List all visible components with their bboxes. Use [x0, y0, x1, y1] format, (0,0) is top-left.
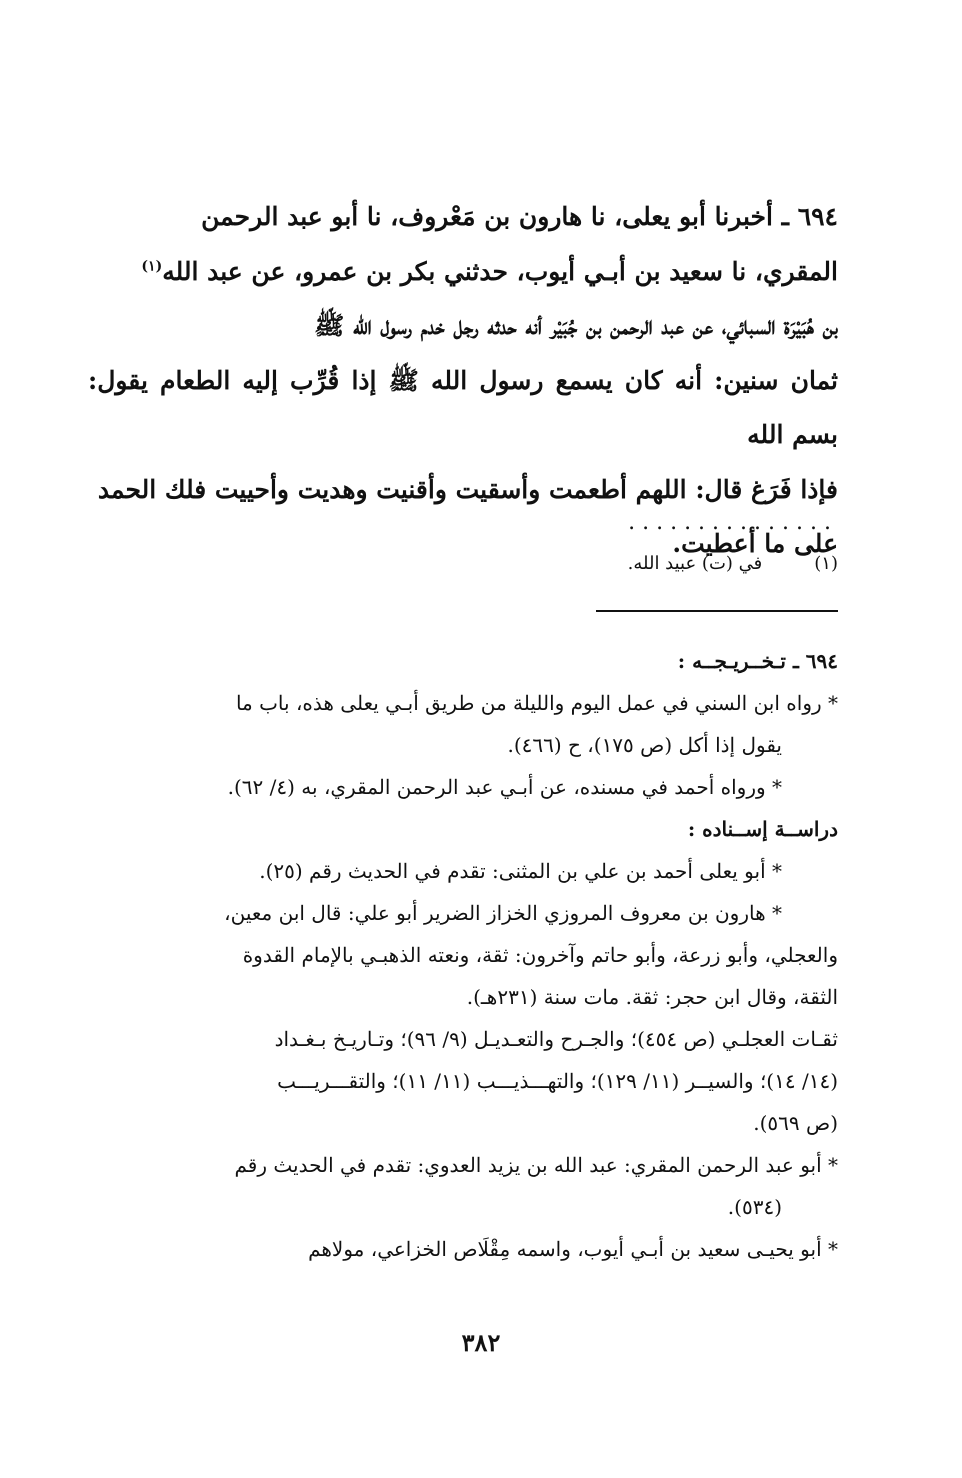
narrator-para-2-line-2: والعجلي، وأبو زرعة، وأبو حاتم وآخرون: ثقة، ونعته الذهبـي بالإمام القدوة [242, 943, 838, 967]
narrator-para-4: * أبو يحيـى سعيد بن أبـي أيوب، واسمه مِقْلَاص الخزاعي، مولاهم [308, 1237, 838, 1261]
hadith-line-1: ٦٩٤ ـ أخبرنا أبو يعلى، نا هارون بن مَعْروف، نا أبو عبد الرحمن [201, 202, 838, 231]
footnote-dots-divider: ............... [628, 510, 838, 535]
hadith-line-3: بن هُبَيْرَة السبائي، عن عبد الرحمن بن جُبَيْر أنه حدثه رجل خدم رسول الله ﷺ [314, 311, 838, 340]
sources-line-3: (ص ٥٦٩). [753, 1111, 838, 1135]
takhrij-para-2: * ورواه أحمد في مسنده، عن أبـي عبد الرحمن المقري، به (٤/ ٦٢). [227, 775, 782, 799]
hadith-number: ٦٩٤ ـ [781, 202, 838, 231]
narrator-para-3-line-1: * أبو عبد الرحمن المقري: عبد الله بن يزيد العدوي: تقدم في الحديث رقم [234, 1153, 838, 1177]
isnad-heading: دراســة إســناده : [687, 817, 838, 841]
narrator-para-2-line-1: * هارون بن معروف المروزي الخزاز الضرير أبو علي: قال ابن معين، [224, 901, 782, 925]
page-number: ٣٨٢ [461, 1328, 501, 1357]
hadith-line-4: ثمان سنين: أنه كان يسمع رسول الله ﷺ إذا قُرِّب إليه الطعام يقول: بسم الله [88, 365, 838, 449]
footnote-marker: (١) [814, 553, 838, 574]
narrator-para-3-line-2: (٥٣٤). [727, 1195, 782, 1219]
footnote [400, 550, 838, 578]
hadith-line-5: فإذا فَرَغ قال: اللهم أطعمت وأسقيت وأقنيت وهديت وأحييت فلك الحمد [97, 474, 838, 504]
footnote-reference[interactable]: (١) [141, 258, 163, 275]
narrator-para-2-line-3: الثقة، وقال ابن حجر: ثقة. مات سنة (٢٣١هـ). [466, 985, 838, 1009]
takhrij-para-1-line-1: * رواه ابن السني في عمل اليوم والليلة من طريق أبـي يعلى هذه، باب ما [235, 691, 838, 715]
takhrij-section [88, 640, 838, 1270]
hadith-line-2: المقري، نا سعيد بن أبـي أيوب، حدثني بكر بن عمرو، عن عبد الله$^{(١)}$ [141, 256, 838, 286]
takhrij-para-1-line-2: يقول إذا أكل (ص ١٧٥)، ح (٤٦٦). [507, 733, 782, 757]
narrator-para-1: * أبو يعلى أحمد بن علي بن المثنى: تقدم في الحديث رقم (٢٥). [259, 859, 782, 883]
section-separator [596, 610, 838, 612]
hadith-line-6: على ما أعطيت. [672, 529, 838, 558]
sources-line-1: ثقـات العجلـي (ص ٤٥٤)؛ والجـرح والتعـديـل (٩/ ٩٦)؛ وتـاريـخ بـغـداد [274, 1027, 838, 1051]
sources-line-2: (١٤/ ١٤)؛ والسيــر (١١/ ١٢٩)؛ والتهـــذيـــب (١١/ ١١)؛ والتقـــريـــب [277, 1069, 838, 1093]
footnote-text: في (ت) عبيد الله. [627, 553, 763, 574]
takhrij-heading: ٦٩٤ ـ تـخــريـجــه : [677, 649, 838, 673]
